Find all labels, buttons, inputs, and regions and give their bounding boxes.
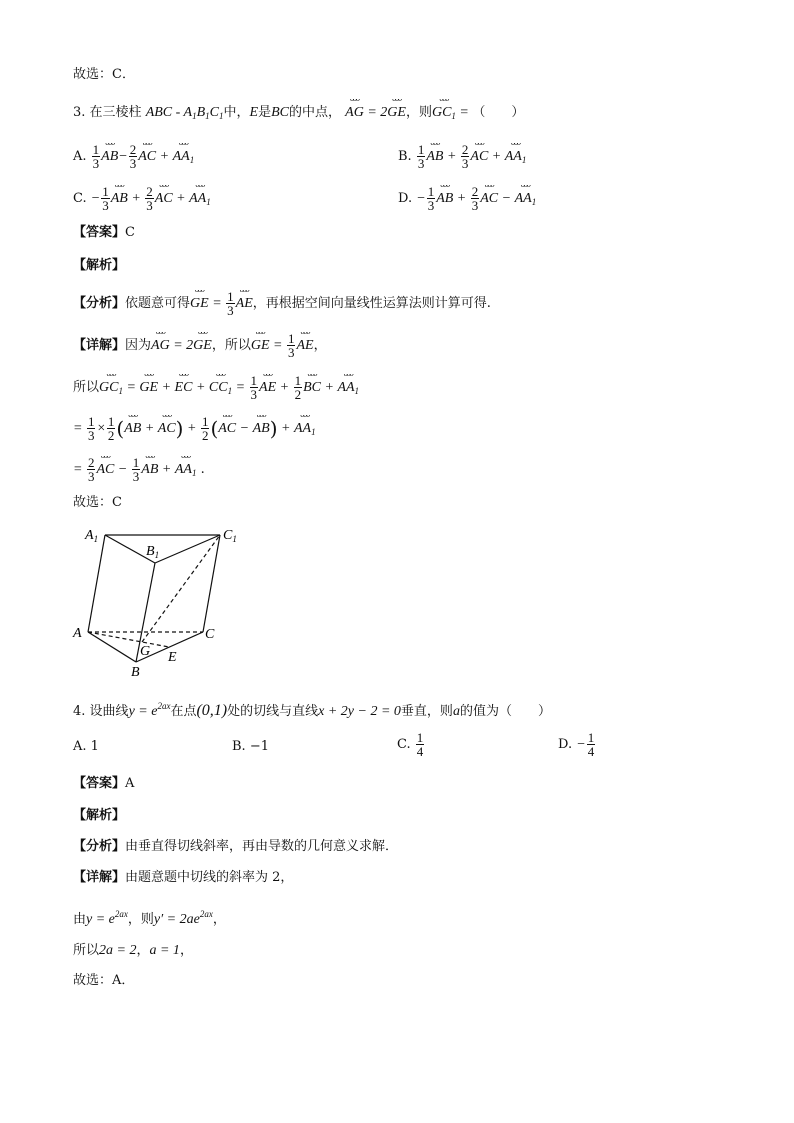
- q4-stem-text-c: 处的切线与直线: [227, 704, 319, 719]
- fenxi-text-a: 依题意可得: [125, 296, 191, 311]
- q3-stem-text-b: 中，: [223, 105, 250, 120]
- label-G: G: [140, 644, 151, 659]
- edge-C1C: [203, 535, 220, 632]
- derivative-text-b: ，则: [127, 912, 154, 927]
- option-label: B.: [232, 739, 246, 754]
- q3-stem: 3. 在三棱柱 ABC - $A_1B_1C_1$中，E是BC的中点， ᴗᴗᴗ AG = 2 ᴗᴗᴗ GE，则 ᴗᴗᴗ $GC_1$ = （ ）: [73, 104, 524, 125]
- fenxi-label: 【分析】: [73, 839, 126, 854]
- q3-stem-text-e: ，则: [405, 105, 432, 120]
- analysis-header-text: 【解析】: [73, 258, 126, 273]
- prism-figure: [70, 522, 250, 682]
- q4-analysis-header: [73, 807, 125, 825]
- q3-analysis-header: [73, 257, 125, 275]
- q4-solve: 所以2a = 2，a = 1，: [73, 943, 193, 958]
- q4-option-B: [232, 738, 269, 756]
- prev-answer-line: [73, 66, 135, 84]
- edge-A1A: [88, 535, 105, 632]
- option-value: 1: [90, 739, 99, 754]
- q3-final: [73, 494, 122, 512]
- xiangjie-text: 由题意题中切线的斜率为 2，: [125, 870, 294, 885]
- xiangjie-label: 【详解】: [73, 338, 126, 353]
- q3-option-C: C. − $\frac{1}{3}$ ᴗᴗᴗ AB + $\frac{2}{3}$ ᴗᴗᴗ AC + ᴗᴗᴗ $AA_1$: [73, 180, 211, 213]
- q3-stem-text-d: 的中点，: [289, 105, 342, 120]
- q4-option-D: D. − $\frac{1}{4}$: [558, 730, 595, 759]
- q4-derivative: 由$y = e^{2ax}$，则$y' = 2ae^{2ax}$，: [73, 909, 226, 927]
- label-B1: $B_1$: [146, 544, 160, 560]
- q4-stem-text-a: 设曲线: [89, 704, 129, 719]
- q4-final: [73, 972, 134, 990]
- label-C: C: [205, 627, 215, 642]
- option-label: A.: [73, 149, 87, 164]
- q4-number: 4.: [73, 704, 86, 719]
- q3-derivation-line1: 所以 ᴗᴗᴗ $GC_1$ = ᴗᴗᴗ GE + ᴗᴗᴗ EC + ᴗᴗᴗ $CC_1$ = $\frac{1}{3}$ ᴗᴗᴗ AE + $\frac{1}{2}$ ᴗᴗᴗ BC + ᴗᴗᴗ $AA_1$: [73, 369, 360, 402]
- fenxi-label: 【分析】: [73, 296, 126, 311]
- answer-label: 【答案】: [73, 776, 126, 791]
- answer-value: C: [125, 225, 135, 240]
- q3-xiangjie: 【详解】因为 ᴗᴗᴗ AG = 2 ᴗᴗᴗ GE，所以 ᴗᴗᴗ GE = $\frac{1}{3}$ ᴗᴗᴗ AE，: [73, 327, 327, 360]
- final-choice-text: 故选：C: [73, 495, 122, 510]
- vector-AG: ᴗᴗᴗ AG: [345, 94, 364, 120]
- answer-label: 【答案】: [73, 225, 126, 240]
- label-E: E: [168, 650, 177, 665]
- option-label: B.: [398, 149, 412, 164]
- q4-option-A: [73, 738, 99, 756]
- derivative-text-a: 由: [73, 912, 87, 927]
- fenxi-text-b: ，再根据空间向量线性运算法则计算可得.: [252, 296, 491, 311]
- answer-value: A: [125, 776, 135, 791]
- prism-name: ABC - $A_1B_1C_1$: [145, 105, 224, 121]
- q3-option-D: D. − $\frac{1}{3}$ ᴗᴗᴗ AB + $\frac{2}{3}$ ᴗᴗᴗ AC − ᴗᴗᴗ $AA_1$: [398, 180, 537, 213]
- label-A: A: [73, 626, 82, 641]
- fenxi-text: 由垂直得切线斜率，再由导数的几何意义求解．: [125, 839, 399, 854]
- q4-stem-text-e: 的值为（ ）: [459, 704, 551, 719]
- q3-option-B: B. $\frac{1}{3}$ ᴗᴗᴗ AB + $\frac{2}{3}$ ᴗᴗᴗ AC + ᴗᴗᴗ $AA_1$: [398, 138, 527, 171]
- q3-number: 3.: [73, 105, 86, 120]
- q4-stem: 4. 设曲线$y = e^{2ax}$在点(0,1)处的切线与直线x + 2y − 2 = 0垂直，则a的值为（ ）: [73, 701, 551, 719]
- q3-fenxi: 【分析】依题意可得 ᴗᴗᴗ GE = $\frac{1}{3}$ ᴗᴗᴗ AE，再根据空间向量线性运算法则计算可得.: [73, 285, 491, 318]
- q4-option-C: C. $\frac{1}{4}$: [397, 730, 424, 759]
- q3-derivation-line2: = $\frac{1}{3}$ × $\frac{1}{2}$ ( ᴗᴗᴗ AB + ᴗᴗᴗ AC) + $\frac{1}{2}$ ( ᴗᴗᴗ AC − ᴗᴗᴗ AB) + ᴗᴗᴗ $AA_1$: [73, 410, 316, 443]
- q3-option-A: A. $\frac{1}{3}$ ᴗᴗᴗ AB− $\frac{2}{3}$ ᴗᴗᴗ AC + ᴗᴗᴗ $AA_1$: [73, 138, 195, 171]
- xiangjie-text-a: 因为: [125, 338, 152, 353]
- label-A1: $A_1$: [85, 528, 99, 544]
- q3-stem-text-c: 是: [258, 105, 272, 120]
- label-B: B: [131, 665, 140, 680]
- option-label: A.: [73, 739, 87, 754]
- option-label: D.: [398, 191, 413, 206]
- final-choice-text: 故选：A．: [73, 973, 135, 988]
- q4-point: (0,1): [196, 702, 228, 719]
- xiangjie-label: 【详解】: [73, 870, 126, 885]
- q3-derivation-line3: = $\frac{2}{3}$ ᴗᴗᴗ AC − $\frac{1}{3}$ ᴗᴗᴗ AB + ᴗᴗᴗ $AA_1$ .: [73, 451, 205, 484]
- option-value: −1: [249, 739, 269, 754]
- vector-GC1: ᴗᴗᴗ $GC_1$: [431, 94, 456, 121]
- prev-answer-text: 故选：C．: [73, 67, 135, 82]
- q4-xiangjie: [73, 869, 293, 887]
- option-label: C.: [73, 191, 87, 206]
- q3-answer: [73, 224, 135, 242]
- suoyi-text: 所以: [73, 380, 100, 395]
- q3-stem-text: 在三棱柱: [89, 105, 142, 120]
- option-label: C.: [397, 737, 411, 752]
- label-C1: $C_1$: [223, 528, 237, 544]
- solve-text: 所以: [73, 943, 100, 958]
- option-label: D.: [558, 737, 573, 752]
- analysis-header-text: 【解析】: [73, 808, 126, 823]
- q3-stem-paren: （ ）: [472, 105, 525, 120]
- q4-answer: [73, 775, 134, 793]
- q4-stem-text-b: 在点: [170, 704, 197, 719]
- vector-GE: ᴗᴗᴗ GE: [387, 94, 406, 120]
- xiangjie-text-b: ，所以: [211, 338, 251, 353]
- q4-stem-text-d: 垂直，则: [400, 704, 453, 719]
- q4-fenxi: [73, 838, 398, 856]
